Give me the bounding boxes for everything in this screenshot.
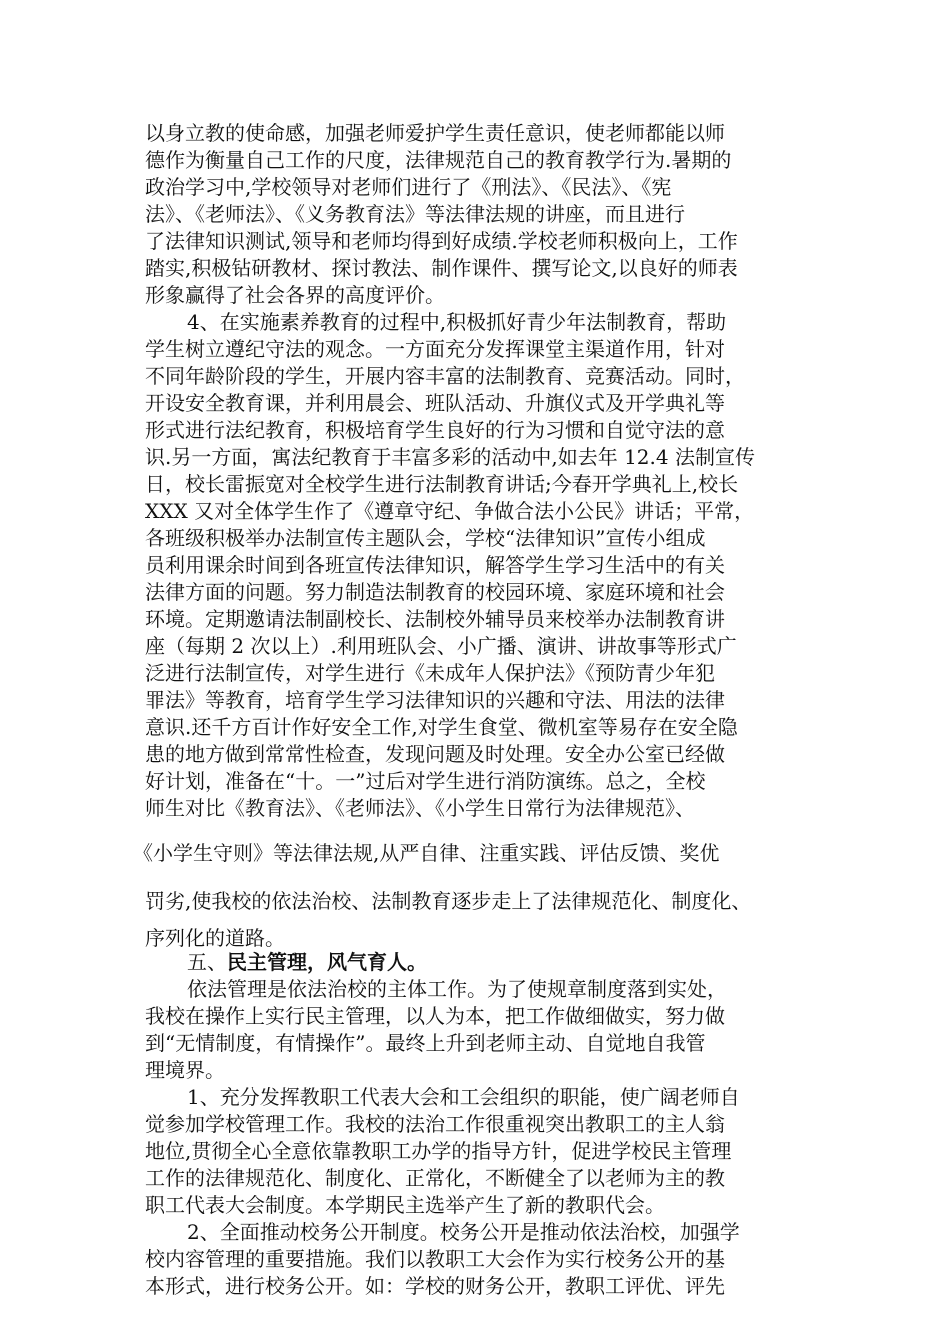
- text-line: 序列化的道路。: [145, 926, 285, 950]
- text-line: 校内容管理的重要措施。我们以教职工大会作为实行校务公开的基: [145, 1247, 725, 1271]
- text-line: 职工代表大会制度。本学期民主选举产生了新的教职代会。: [145, 1193, 665, 1217]
- text-line: 不同年龄阶段的学生，开展内容丰富的法制教育、竞赛活动。同时，: [145, 364, 745, 388]
- text-line: 日，校长雷振宽对全校学生进行法制教育讲话;今春开学典礼上,校长: [145, 472, 739, 496]
- text-line: 师生对比《教育法》、《老师法》、《小学生日常行为法律规范》、: [145, 796, 695, 820]
- text-line: 依法管理是依法治校的主体工作。为了使规章制度落到实处，: [187, 977, 727, 1001]
- text-line: 各班级积极举办法制宣传主题队会，学校“法律知识”宣传小组成: [145, 526, 706, 550]
- text-line: 罚劣,使我校的依法治校、法制教育逐步走上了法律规范化、制度化、: [145, 889, 752, 913]
- text-line: 1、充分发挥教职工代表大会和工会组织的职能，使广阔老师自: [187, 1085, 740, 1109]
- text-line: 开设安全教育课，并利用晨会、班队活动、升旗仪式及开学典礼等: [145, 391, 725, 415]
- text-line: 地位,贯彻全心全意依靠教职工办学的指导方针，促进学校民主管理: [145, 1139, 732, 1163]
- text-line: 《小学生守则》等法律法规,从严自律、注重实践、评估反馈、奖优: [133, 841, 720, 865]
- text-line: 座（每期 2 次以上）.利用班队会、小广播、演讲、讲故事等形式广: [145, 634, 737, 658]
- text-line: 本形式，进行校务公开。如：学校的财务公开，教职工评优、评先: [145, 1274, 725, 1298]
- section-heading-title: 民主管理，风气育人。: [227, 950, 427, 974]
- text-line: 环境。定期邀请法制副校长、法制校外辅导员来校举办法制教育讲: [145, 607, 725, 631]
- text-line: 了法律知识测试,领导和老师均得到好成绩.学校老师积极向上，工作: [145, 229, 738, 253]
- text-line: 形象赢得了社会各界的高度评价。: [145, 283, 445, 307]
- text-line: 法》、《老师法》、《义务教育法》等法律法规的讲座，而且进行: [145, 202, 685, 226]
- text-line: 泛进行法制宣传，对学生进行《未成年人保护法》《预防青少年犯: [145, 661, 715, 685]
- text-line: 2、全面推动校务公开制度。校务公开是推动依法治校，加强学: [187, 1220, 740, 1244]
- text-line: 觉参加学校管理工作。我校的法治工作很重视突出教职工的主人翁: [145, 1112, 725, 1136]
- section-heading-number: 五、: [187, 950, 227, 974]
- text-line: 员利用课余时间到各班宣传法律知识，解答学生学习生活中的有关: [145, 553, 725, 577]
- text-line: 罪法》等教育，培育学生学习法律知识的兴趣和守法、用法的法律: [145, 688, 725, 712]
- text-line: 学生树立遵纪守法的观念。一方面充分发挥课堂主渠道作用，针对: [145, 337, 725, 361]
- text-line: 识.另一方面，寓法纪教育于丰富多彩的活动中,如去年 12.4 法制宣传: [145, 445, 755, 469]
- text-line: 政治学习中,学校领导对老师们进行了《刑法》、《民法》、《宪: [145, 175, 672, 199]
- section-heading: [187, 949, 427, 975]
- text-line: 好计划，准备在“十。一”过后对学生进行消防演练。总之，全校: [145, 769, 706, 793]
- text-line: 德作为衡量自己工作的尺度，法律规范自己的教育教学行为.暑期的: [145, 148, 732, 172]
- text-line: 以身立教的使命感，加强老师爱护学生责任意识，使老师都能以师: [145, 121, 725, 145]
- text-line: 患的地方做到常常性检查，发现问题及时处理。安全办公室已经做: [145, 742, 725, 766]
- text-line: XXX 又对全体学生作了《遵章守纪、争做合法小公民》讲话；平常，: [145, 499, 755, 523]
- text-line: 意识.还千方百计作好安全工作,对学生食堂、微机室等易存在安全隐: [145, 715, 738, 739]
- text-line: 4、在实施素养教育的过程中,积极抓好青少年法制教育，帮助: [187, 310, 727, 334]
- text-line: 我校在操作上实行民主管理，以人为本，把工作做细做实，努力做: [145, 1004, 725, 1028]
- text-line: 工作的法律规范化、制度化、正常化，不断健全了以老师为主的教: [145, 1166, 725, 1190]
- text-line: 理境界。: [145, 1058, 225, 1082]
- text-line: 法律方面的问题。努力制造法制教育的校园环境、家庭环境和社会: [145, 580, 725, 604]
- text-line: 踏实,积极钻研教材、探讨教法、制作课件、撰写论文,以良好的师表: [145, 256, 738, 280]
- text-line: 形式进行法纪教育，积极培育学生良好的行为习惯和自觉守法的意: [145, 418, 725, 442]
- text-line: 到“无情制度，有情操作”。最终上升到老师主动、自觉地自我管: [145, 1031, 706, 1055]
